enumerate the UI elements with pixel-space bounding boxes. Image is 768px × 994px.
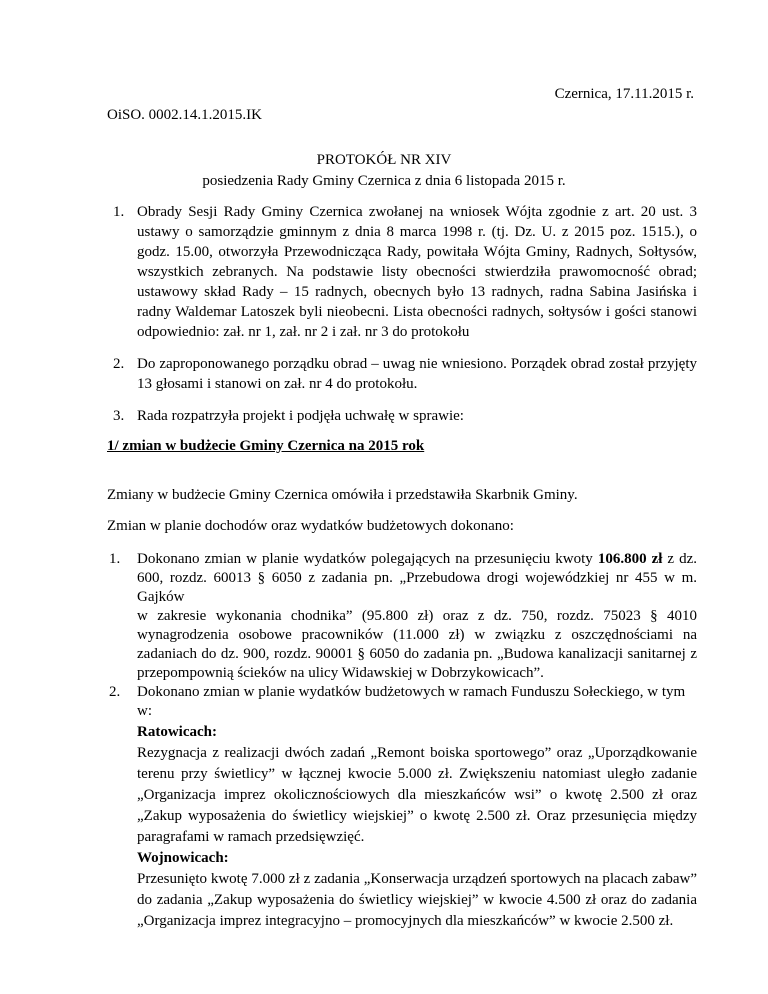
change-item-number: 2.	[109, 684, 121, 700]
village-name: Wojnowicach:	[137, 850, 229, 866]
change-text-part: z dz. 600, rozdz. 60013 § 6050 z zadania pn. „Przebudowa drogi wojewódzkiej nr 455 w m. Gajków	[137, 551, 697, 605]
change-item	[107, 683, 697, 721]
agenda-item-text: Rada rozpatrzyła projekt i podjęła uchwałę w sprawie:	[137, 408, 464, 424]
agenda-item	[107, 354, 697, 394]
agenda-list	[107, 202, 697, 438]
paragraph: Zmian w planie dochodów oraz wydatków budżetowych dokonano:	[107, 518, 514, 534]
document-date: Czernica, 17.11.2015 r.	[554, 86, 694, 102]
agenda-item	[107, 406, 697, 426]
agenda-item-text: Do zaproponowanego porządku obrad – uwag nie wniesiono. Porządek obrad został przyjęty 13 głosami i stanowi on zał. nr 4 do protokołu.	[137, 356, 697, 392]
village-block	[107, 722, 697, 932]
change-item-number: 1.	[109, 551, 121, 567]
change-item	[107, 550, 697, 683]
agenda-item-text: Obrady Sesji Rady Gminy Czernica zwołanej na wniosek Wójta zgodnie z art. 20 ust. 3 ustawy o samorządzie gminnym z dnia 8 marca 1998 r. (tj. Dz. U. z 2015 poz. 1515.), o godz. 15.00, otworzyła Przewodnicząca Rady, powitała Wójta Gminy, Radnych, Sołtysów, wszystkich zebranych. Na podstawie listy obecności stwierdziła prawomocność obrad; ustawowy skład Rady – 15 radnych, obecnych było 13 radnych, radna Sabina Jasińska i radny Waldemar Latoszek byli nieobecni. Lista obecności radnych, sołtysów i gości stanowi odpowiednio: zał. nr 1, zał. nr 2 i zał. nr 3 do protokołu	[137, 204, 697, 340]
agenda-item-number: 2.	[113, 356, 125, 372]
paragraph: Zmiany w budżecie Gminy Czernica omówiła i przedstawiła Skarbnik Gminy.	[107, 487, 578, 503]
village-text: Rezygnacja z realizacji dwóch zadań „Remont boiska sportowego” oraz „Uporządkowanie terenu przy świetlicy” w łącznej kwocie 5.000 zł. Zwiększeniu natomiast uległo zadanie „Organizacja imprez okolicznościowych dla mieszkańców wsi” o kwotę 2.500 zł oraz „Zakup wyposażenia do świetlicy wiejskiej” o kwotę 2.500 zł. Oraz przesunięcia między paragrafami w ramach przedsięwzięć.	[137, 745, 697, 845]
village-text: Przesunięto kwotę 7.000 zł z zadania „Konserwacja urządzeń sportowych na placach zabaw” do zadania „Zakup wyposażenia do świetlicy wiejskiej” w kwocie 4.500 zł oraz do zadania „Organizacja imprez integracyjno – promocyjnych dla mieszkańców” w kwocie 2.500 zł.	[137, 871, 697, 929]
change-item-text: Dokonano zmian w planie wydatków budżetowych w ramach Funduszu Sołeckiego, w tym w:	[137, 684, 686, 719]
change-text-part: Dokonano zmian w planie wydatków polegających na przesunięciu kwoty	[137, 551, 598, 567]
change-item-continuation: w zakresie wykonania chodnika” (95.800 zł) oraz z dz. 750, rozdz. 75023 § 4010 wynagrodzenia osobowe pracowników (11.000 zł) w związku z oszczędnościami na zadaniach do dz. 900, rozdz. 90001 § 6050 do zadania pn. „Budowa kanalizacji sanitarnej z przepompownią ścieków na ulicy Widawskiej w Dobrzykowicach”.	[137, 608, 697, 681]
agenda-item	[107, 202, 697, 342]
agenda-item-number: 1.	[113, 204, 125, 220]
changes-list	[107, 550, 697, 932]
change-amount: 106.800 zł	[597, 551, 663, 567]
village-name: Ratowicach:	[137, 724, 217, 740]
change-item-text	[137, 550, 697, 607]
agenda-item-number: 3.	[113, 408, 125, 424]
document-title	[0, 150, 768, 192]
section-heading: 1/ zmian w budżecie Gminy Czernica na 2015 rok	[107, 438, 425, 454]
title-line-1: PROTOKÓŁ NR XIV	[316, 152, 452, 168]
document-reference: OiSO. 0002.14.1.2015.IK	[107, 107, 263, 123]
title-line-2: posiedzenia Rady Gminy Czernica z dnia 6 listopada 2015 r.	[202, 173, 566, 189]
